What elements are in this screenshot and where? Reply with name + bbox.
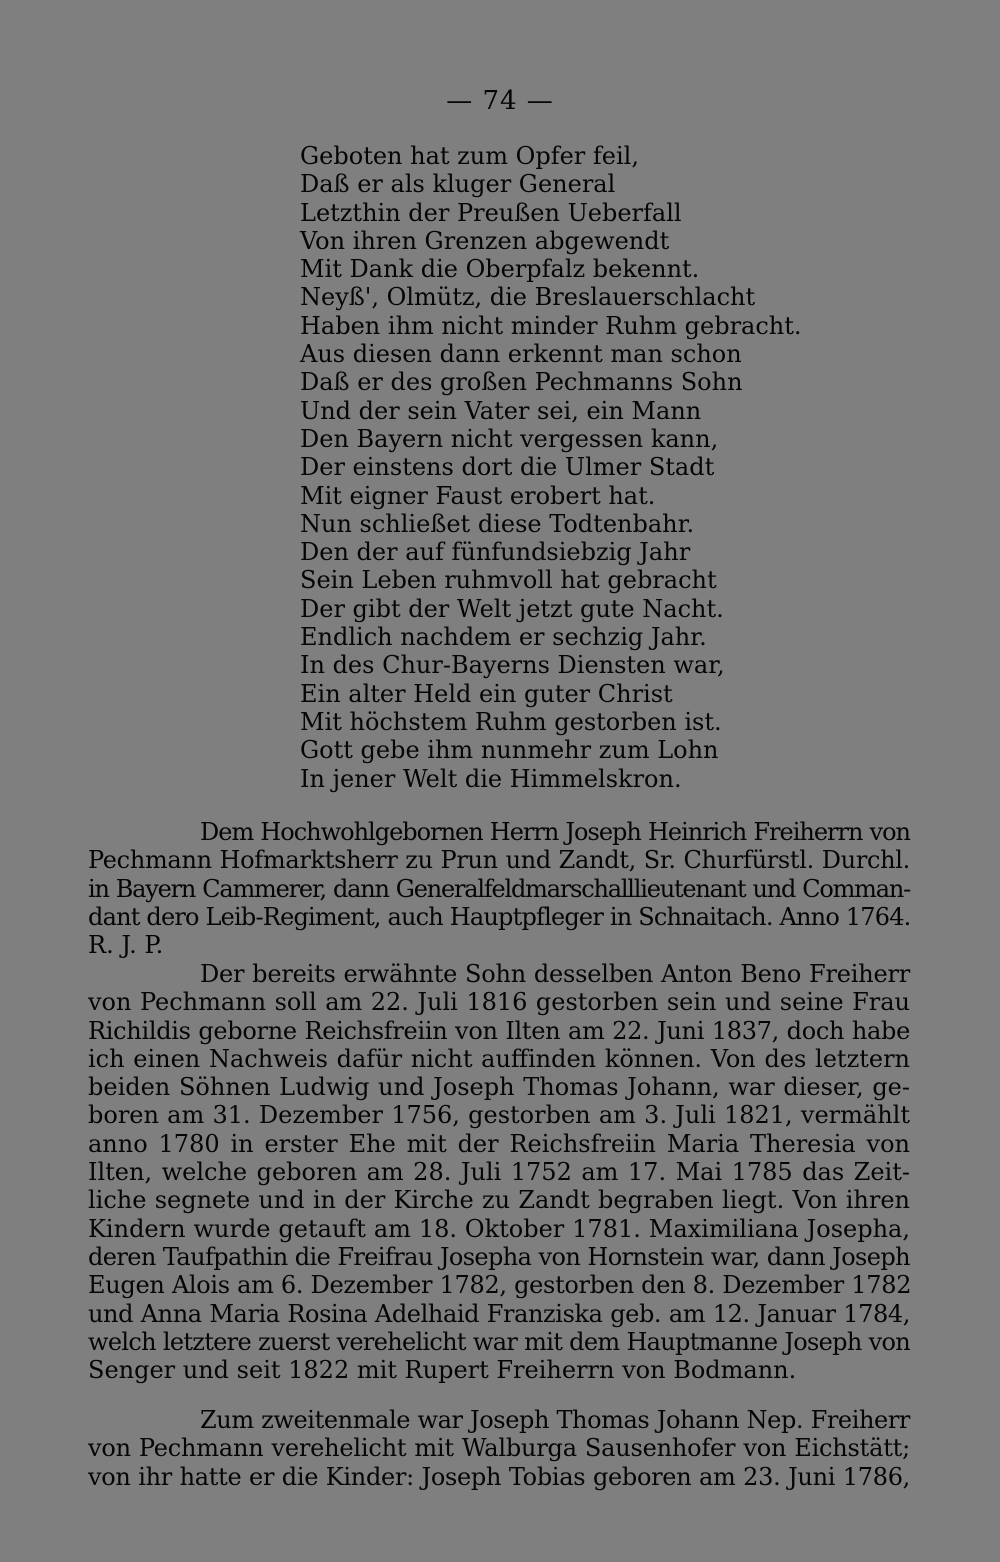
epitaph-dedication-paragraph (88, 818, 910, 959)
poem-line: Der einstens dort die Ulmer Stadt (300, 453, 715, 482)
poem-line: Endlich nachdem er sechzig Jahr. (300, 623, 707, 652)
poem-line: In des Chur-Bayerns Diensten war, (300, 651, 725, 680)
text-line: Der bereits erwähnte Sohn desselben Anton Beno Freiherr (200, 960, 910, 988)
poem-line: Neyß', Olmütz, die Breslauerschlacht (300, 283, 756, 312)
text-line: beiden Söhnen Ludwig und Joseph Thomas Johann, war dieser, ge- (88, 1073, 910, 1102)
poem-line: Ein alter Held ein guter Christ (300, 679, 673, 708)
text-line: in Bayern Cammerer, dann Generalfeldmarschalllieutenant und Comman- (88, 874, 910, 903)
poem-line: Daß er als kluger General (300, 170, 616, 199)
text-line: Kindern wurde getauft am 18. Oktober 1781. Maximiliana Josepha, (88, 1214, 910, 1243)
poem-line: Gott gebe ihm nunmehr zum Lohn (300, 736, 719, 765)
poem-line: Haben ihm nicht minder Ruhm gebracht. (300, 311, 802, 340)
text-line: Richildis geborne Reichsfreiin von Ilten am 22. Juni 1837, doch habe (88, 1016, 910, 1045)
text-line: ich einen Nachweis dafür nicht auffinden können. Von des letztern (88, 1044, 910, 1073)
poem-line: Sein Leben ruhmvoll hat gebracht (300, 566, 717, 595)
text-line: von Pechmann soll am 22. Juli 1816 gestorben sein und seine Frau (88, 988, 910, 1017)
poem-line: Den Bayern nicht vergessen kann, (300, 424, 719, 453)
page-number: — 74 — (446, 86, 554, 116)
text-line: liche segnete und in der Kirche zu Zandt begraben liegt. Von ihren (88, 1186, 910, 1215)
text-line: Eugen Alois am 6. Dezember 1782, gestorben den 8. Dezember 1782 (88, 1271, 912, 1300)
poem-line: Geboten hat zum Opfer feil, (300, 142, 639, 170)
poem-line: Und der sein Vater sei, ein Mann (300, 396, 702, 425)
text-line: anno 1780 in erster Ehe mit der Reichsfreiin Maria Theresia von (88, 1129, 910, 1158)
body-paragraph (88, 960, 910, 1384)
text-line: von Pechmann verehelicht mit Walburga Sausenhofer von Eichstätt; (88, 1434, 910, 1463)
text-line: deren Taufpathin die Freifrau Josepha von Hornstein war, dann Joseph (88, 1242, 910, 1271)
poem-line: In jener Welt die Himmelskron. (300, 764, 682, 793)
poem-block (300, 142, 940, 793)
poem-line: Den der auf fünfundsiebzig Jahr (300, 538, 691, 567)
text-line: dant dero Leib-Regiment, auch Hauptpfleger in Schnaitach. Anno 1764. (88, 902, 911, 931)
poem-line: Mit Dank die Oberpfalz bekennt. (300, 255, 700, 284)
body-paragraph (88, 1406, 910, 1491)
text-line: R. J. P. (88, 931, 164, 960)
text-line: Ilten, welche geboren am 28. Juli 1752 am 17. Mai 1785 das Zeit- (88, 1158, 910, 1187)
poem-line: Letzthin der Preußen Ueberfall (300, 198, 682, 227)
poem-line: Mit höchstem Ruhm gestorben ist. (300, 707, 722, 736)
poem-line: Aus diesen dann erkennt man schon (300, 340, 742, 369)
poem-line: Von ihren Grenzen abgewendt (300, 226, 670, 255)
text-line: boren am 31. Dezember 1756, gestorben am 3. Juli 1821, vermählt (88, 1101, 910, 1130)
text-line: welch letztere zuerst verehelicht war mit dem Hauptmanne Joseph von (88, 1327, 910, 1356)
poem-line: Nun schließet diese Todtenbahr. (300, 509, 695, 538)
poem-line: Daß er des großen Pechmanns Sohn (300, 368, 743, 397)
text-line: Zum zweitenmale war Joseph Thomas Johann Nep. Freiherr (200, 1406, 910, 1434)
text-line: Pechmann Hofmarktsherr zu Prun und Zandt, Sr. Churfürstl. Durchl. (88, 846, 910, 875)
text-line: von ihr hatte er die Kinder: Joseph Tobias geboren am 23. Juni 1786, (88, 1462, 910, 1491)
poem-line: Der gibt der Welt jetzt gute Nacht. (300, 594, 724, 623)
text-line: Dem Hochwohlgebornen Herrn Joseph Heinrich Freiherrn von (200, 818, 910, 846)
text-line: und Anna Maria Rosina Adelhaid Franziska geb. am 12. Januar 1784, (88, 1299, 910, 1328)
poem-line: Mit eigner Faust erobert hat. (300, 481, 656, 510)
text-line: Senger und seit 1822 mit Rupert Freiherrn von Bodmann. (88, 1356, 797, 1385)
